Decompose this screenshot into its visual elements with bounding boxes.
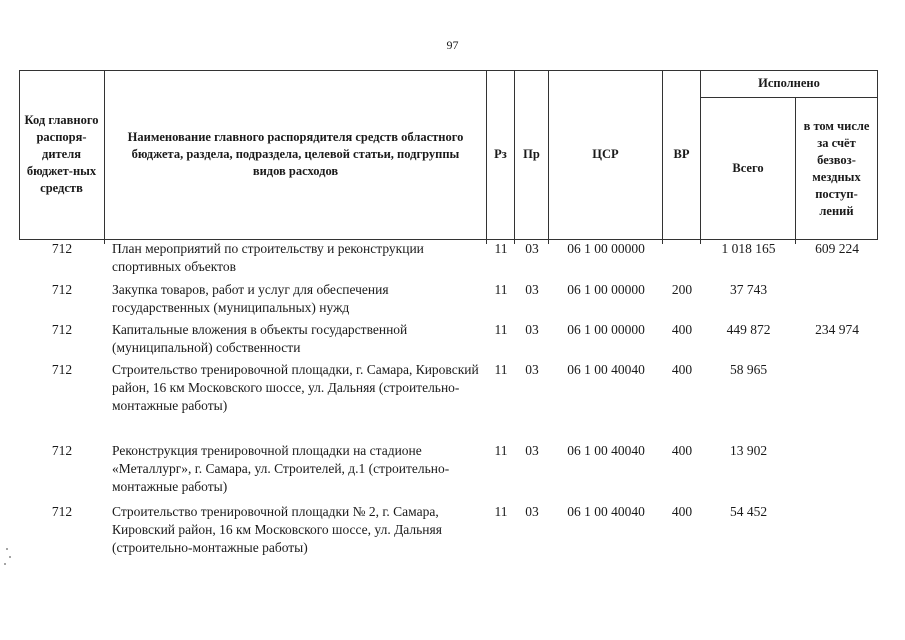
header-free: в том числе за счёт безвоз-мездных поступ-лений [796, 98, 878, 240]
cell-code: 712 [51, 322, 73, 337]
header-total: Всего [701, 98, 796, 240]
cell-pr: 03 [525, 504, 539, 519]
cell-rz: 11 [494, 362, 508, 377]
cell-csr: 06 1 00 40040 [567, 443, 645, 458]
header-name: Наименование главного распорядителя средств областного бюджета, раздела, подраздела, целевой статьи, подгруппы видов расходов [105, 70, 487, 240]
cell-pr: 03 [525, 362, 539, 377]
header-executed: Исполнено [701, 70, 878, 98]
cell-name: Реконструкция тренировочной площадки на стадионе «Металлург», г. Самара, ул. Строителей, д.1 (строительно-монтажные работы) [112, 443, 450, 494]
cell-csr: 06 1 00 00000 [567, 241, 645, 256]
cell-total: 1 018 165 [721, 241, 776, 256]
header-rz: Рз [487, 70, 515, 240]
header-vr: ВР [663, 70, 701, 240]
cell-code: 712 [51, 504, 73, 519]
cell-free: 234 974 [815, 322, 859, 337]
cell-name: Капитальные вложения в объекты государственной (муниципальной) собственности [112, 322, 408, 355]
cell-csr: 06 1 00 40040 [567, 504, 645, 519]
cell-pr: 03 [525, 322, 539, 337]
scan-speck [4, 563, 6, 565]
cell-code: 712 [51, 362, 73, 377]
cell-name: Строительство тренировочной площадки, г. Самара, Кировский район, 16 км Московского шоссе, ул. Дальняя (строительно-монтажные работы) [112, 362, 479, 413]
cell-rz: 11 [494, 443, 508, 458]
cell-vr: 200 [671, 282, 693, 297]
cell-pr: 03 [525, 241, 539, 256]
cell-rz: 11 [494, 504, 508, 519]
cell-total: 13 902 [729, 443, 768, 458]
cell-csr: 06 1 00 40040 [567, 362, 645, 377]
cell-pr: 03 [525, 282, 539, 297]
cell-total: 58 965 [729, 362, 768, 377]
cell-vr: 400 [671, 362, 693, 377]
cell-vr: 400 [671, 504, 693, 519]
cell-name: План мероприятий по строительству и реконструкции спортивных объектов [112, 241, 424, 274]
cell-pr: 03 [525, 443, 539, 458]
cell-vr: 400 [671, 443, 693, 458]
cell-total: 37 743 [729, 282, 768, 297]
cell-free: 609 224 [815, 241, 859, 256]
cell-rz: 11 [494, 241, 508, 256]
cell-code: 712 [51, 241, 73, 256]
cell-csr: 06 1 00 00000 [567, 322, 645, 337]
scan-speck [9, 556, 11, 558]
scan-speck [6, 548, 8, 550]
header-code: Код главного распоря-дителя бюджет-ных средств [19, 70, 105, 240]
cell-name: Закупка товаров, работ и услуг для обеспечения государственных (муниципальных) нужд [112, 282, 389, 315]
page-number: 97 [446, 38, 459, 52]
cell-rz: 11 [494, 322, 508, 337]
cell-rz: 11 [494, 282, 508, 297]
header-pr: Пр [515, 70, 549, 240]
cell-csr: 06 1 00 00000 [567, 282, 645, 297]
cell-code: 712 [51, 282, 73, 297]
cell-total: 449 872 [726, 322, 771, 337]
cell-vr: 400 [671, 322, 693, 337]
header-csr: ЦСР [549, 70, 663, 240]
cell-code: 712 [51, 443, 73, 458]
cell-total: 54 452 [729, 504, 768, 519]
cell-name: Строительство тренировочной площадки № 2, г. Самара, Кировский район, 16 км Московского шоссе, ул. Дальняя (строительно-монтажные работы) [112, 504, 442, 555]
